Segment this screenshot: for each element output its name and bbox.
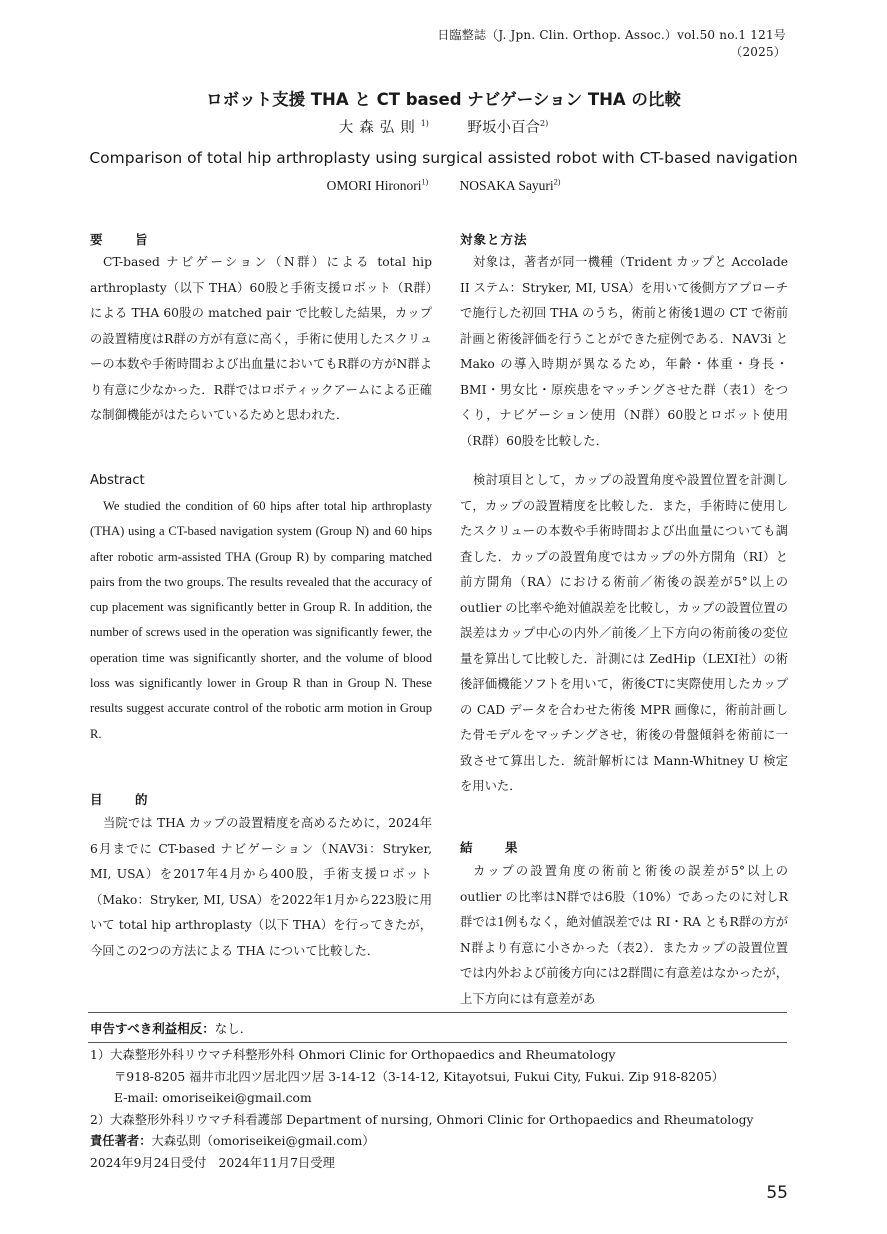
affiliation-1-address: 〒918-8205 福井市北四ツ居北四ツ居 3-14-12（3-14-12, Kitayotsui, Fukui City, Fukui. Zip 918-8205） (114, 1069, 725, 1084)
received-accepted-dates: 2024年9月24日受付 2024年11月7日受理 (90, 1155, 335, 1170)
authors-en (0, 178, 887, 194)
author-1-ja: 大森弘則 (338, 120, 421, 136)
corresponding-author (90, 1131, 790, 1153)
results-heading: 結 果 (460, 840, 528, 855)
author-2-ja: 野坂小百合 (467, 120, 541, 136)
author-2-en: NOSAKA Sayuri (459, 178, 554, 193)
affiliations (90, 1045, 790, 1174)
methods-paragraph-1: 対象は，著者が同一機種（Trident カップと Accolade II ステム：Stryker, MI, USA）を用いて後側方アプローチで施行した初回 THA のうち，術前と術後1週の CT で術前計画と術後評価を行うことができた症例である．NAV3i と Mako の導入時期が異なるため，年齢・体重・身長・BMI・男女比・原疾患をマッチングさせた群（表1）をつくり，ナビゲーション使用（N群）60股とロボット使用（R群）60股を比較した． (460, 255, 789, 448)
author-1-en: OMORI Hironori (326, 178, 422, 193)
article-title-ja: ロボット支援 THA と CT based ナビゲーション THA の比較 (206, 90, 681, 109)
coi-label: 申告すべき利益相反： (90, 1021, 215, 1036)
purpose-text: 当院では THA カップの設置精度を高めるために，2024年6月までに CT-based ナビゲーション（NAV3i：Stryker, MI, USA）を2017年4月から400股，手術支援ロボット（Mako：Stryker, MI, USA）を2022年1月から223股に用いて total hip arthroplasty（以下 THA）を行ってきたが，今回この2つの方法による THA について比較した． (90, 816, 432, 958)
corresponding-value: 大森弘則（omoriseikei@gmail.com） (151, 1134, 375, 1148)
corresponding-label: 責任著者： (90, 1134, 152, 1148)
summary-heading: 要 旨 (90, 232, 158, 247)
author-2-en-affiliation-mark: 2) (553, 177, 561, 187)
summary-text: CT-based ナビゲーション（N群）による total hip arthroplasty（以下 THA）60股と手術支援ロボット（R群）による THA 60股の matched pair で比較した結果，カップの設置精度はR群の方が有意に高く，手術に使用したスクリューの本数や手術時間および出血量においてもR群の方がN群より有意に少なかった．R群ではロボティックアームによる正確な制御機能がはたらいているためと思われた． (90, 255, 432, 422)
purpose-heading: 目 的 (90, 792, 158, 807)
article-title-en: Comparison of total hip arthroplasty using surgical assisted robot with CT-based navigation (89, 149, 798, 167)
authors-ja (0, 116, 887, 137)
affiliation-1-email: E-mail: omoriseikei@gmail.com (114, 1091, 312, 1105)
page-number: 55 (766, 1183, 788, 1203)
methods-heading: 対象と方法 (460, 232, 528, 247)
abstract-text: We studied the condition of 60 hips after total hip arthroplasty (THA) using a CT-based navigation system (Group N) and 60 hips after robotic arm-assisted THA (Group R) by comparing matched pairs from the two groups. The results revealed that the accuracy of cup placement was significantly better in Group R. In addition, the number of screws used in the operation was significantly fewer, the operation time was significantly shorter, and the volume of blood loss was significantly lower in Group R than in Group N. These results suggest accurate control of the robotic arm motion in Group R. (90, 499, 432, 741)
author-1-en-affiliation-mark: 1) (421, 177, 429, 187)
affiliation-1: 1）大森整形外科リウマチ科整形外科 Ohmori Clinic for Orthopaedics and Rheumatology (90, 1048, 616, 1062)
author-1-affiliation-mark: 1) (420, 119, 429, 129)
abstract-heading: Abstract (90, 473, 145, 488)
conflict-of-interest (90, 1019, 252, 1037)
footer-divider-top (88, 1012, 787, 1013)
results-text: カップの設置角度の術前と術後の誤差が5°以上の outlier の比率はN群では6股（10%）であったのに対しR群では1例もなく，絶対値誤差では RI・RA ともR群の方がN群より有意に小さかった（表2）．またカップの設置位置では内外および前後方向には2群間に有意差はなかったが，上下方向には有意差があ (460, 864, 788, 1006)
footer-divider-bottom (88, 1042, 787, 1043)
author-2-affiliation-mark: 2) (540, 119, 549, 129)
journal-header: 日臨整誌（J. Jpn. Clin. Orthop. Assoc.）vol.50 no.1 121号（2025） (437, 28, 786, 59)
affiliation-2: 2）大森整形外科リウマチ科看護部 Department of nursing, Ohmori Clinic for Orthopaedics and Rheumatology (90, 1112, 754, 1127)
methods-paragraph-2: 検討項目として，カップの設置角度や設置位置を計測して，カップの設置精度を比較した．また，手術時に使用したスクリューの本数や手術時間および出血量についても調査した．カップの設置角度ではカップの外方開角（RI）と前方開角（RA）における術前／術後の誤差が5°以上の outlier の比率や絶対値誤差を比較し，カップの設置位置の誤差はカップ中心の内外／前後／上下方向の術前後の変位量を算出して比較した．計測には ZedHip（LEXI社）の術後評価機能ソフトを用いて，術後CTに実際使用したカップの CAD データを合わせた術後 MPR 画像に，術前計画した骨モデルをマッチングさせ，術後の骨盤傾斜を術前に一致させて算出した．統計解析には Mann-Whitney U 検定を用いた． (460, 473, 788, 793)
coi-value: なし． (214, 1021, 253, 1036)
